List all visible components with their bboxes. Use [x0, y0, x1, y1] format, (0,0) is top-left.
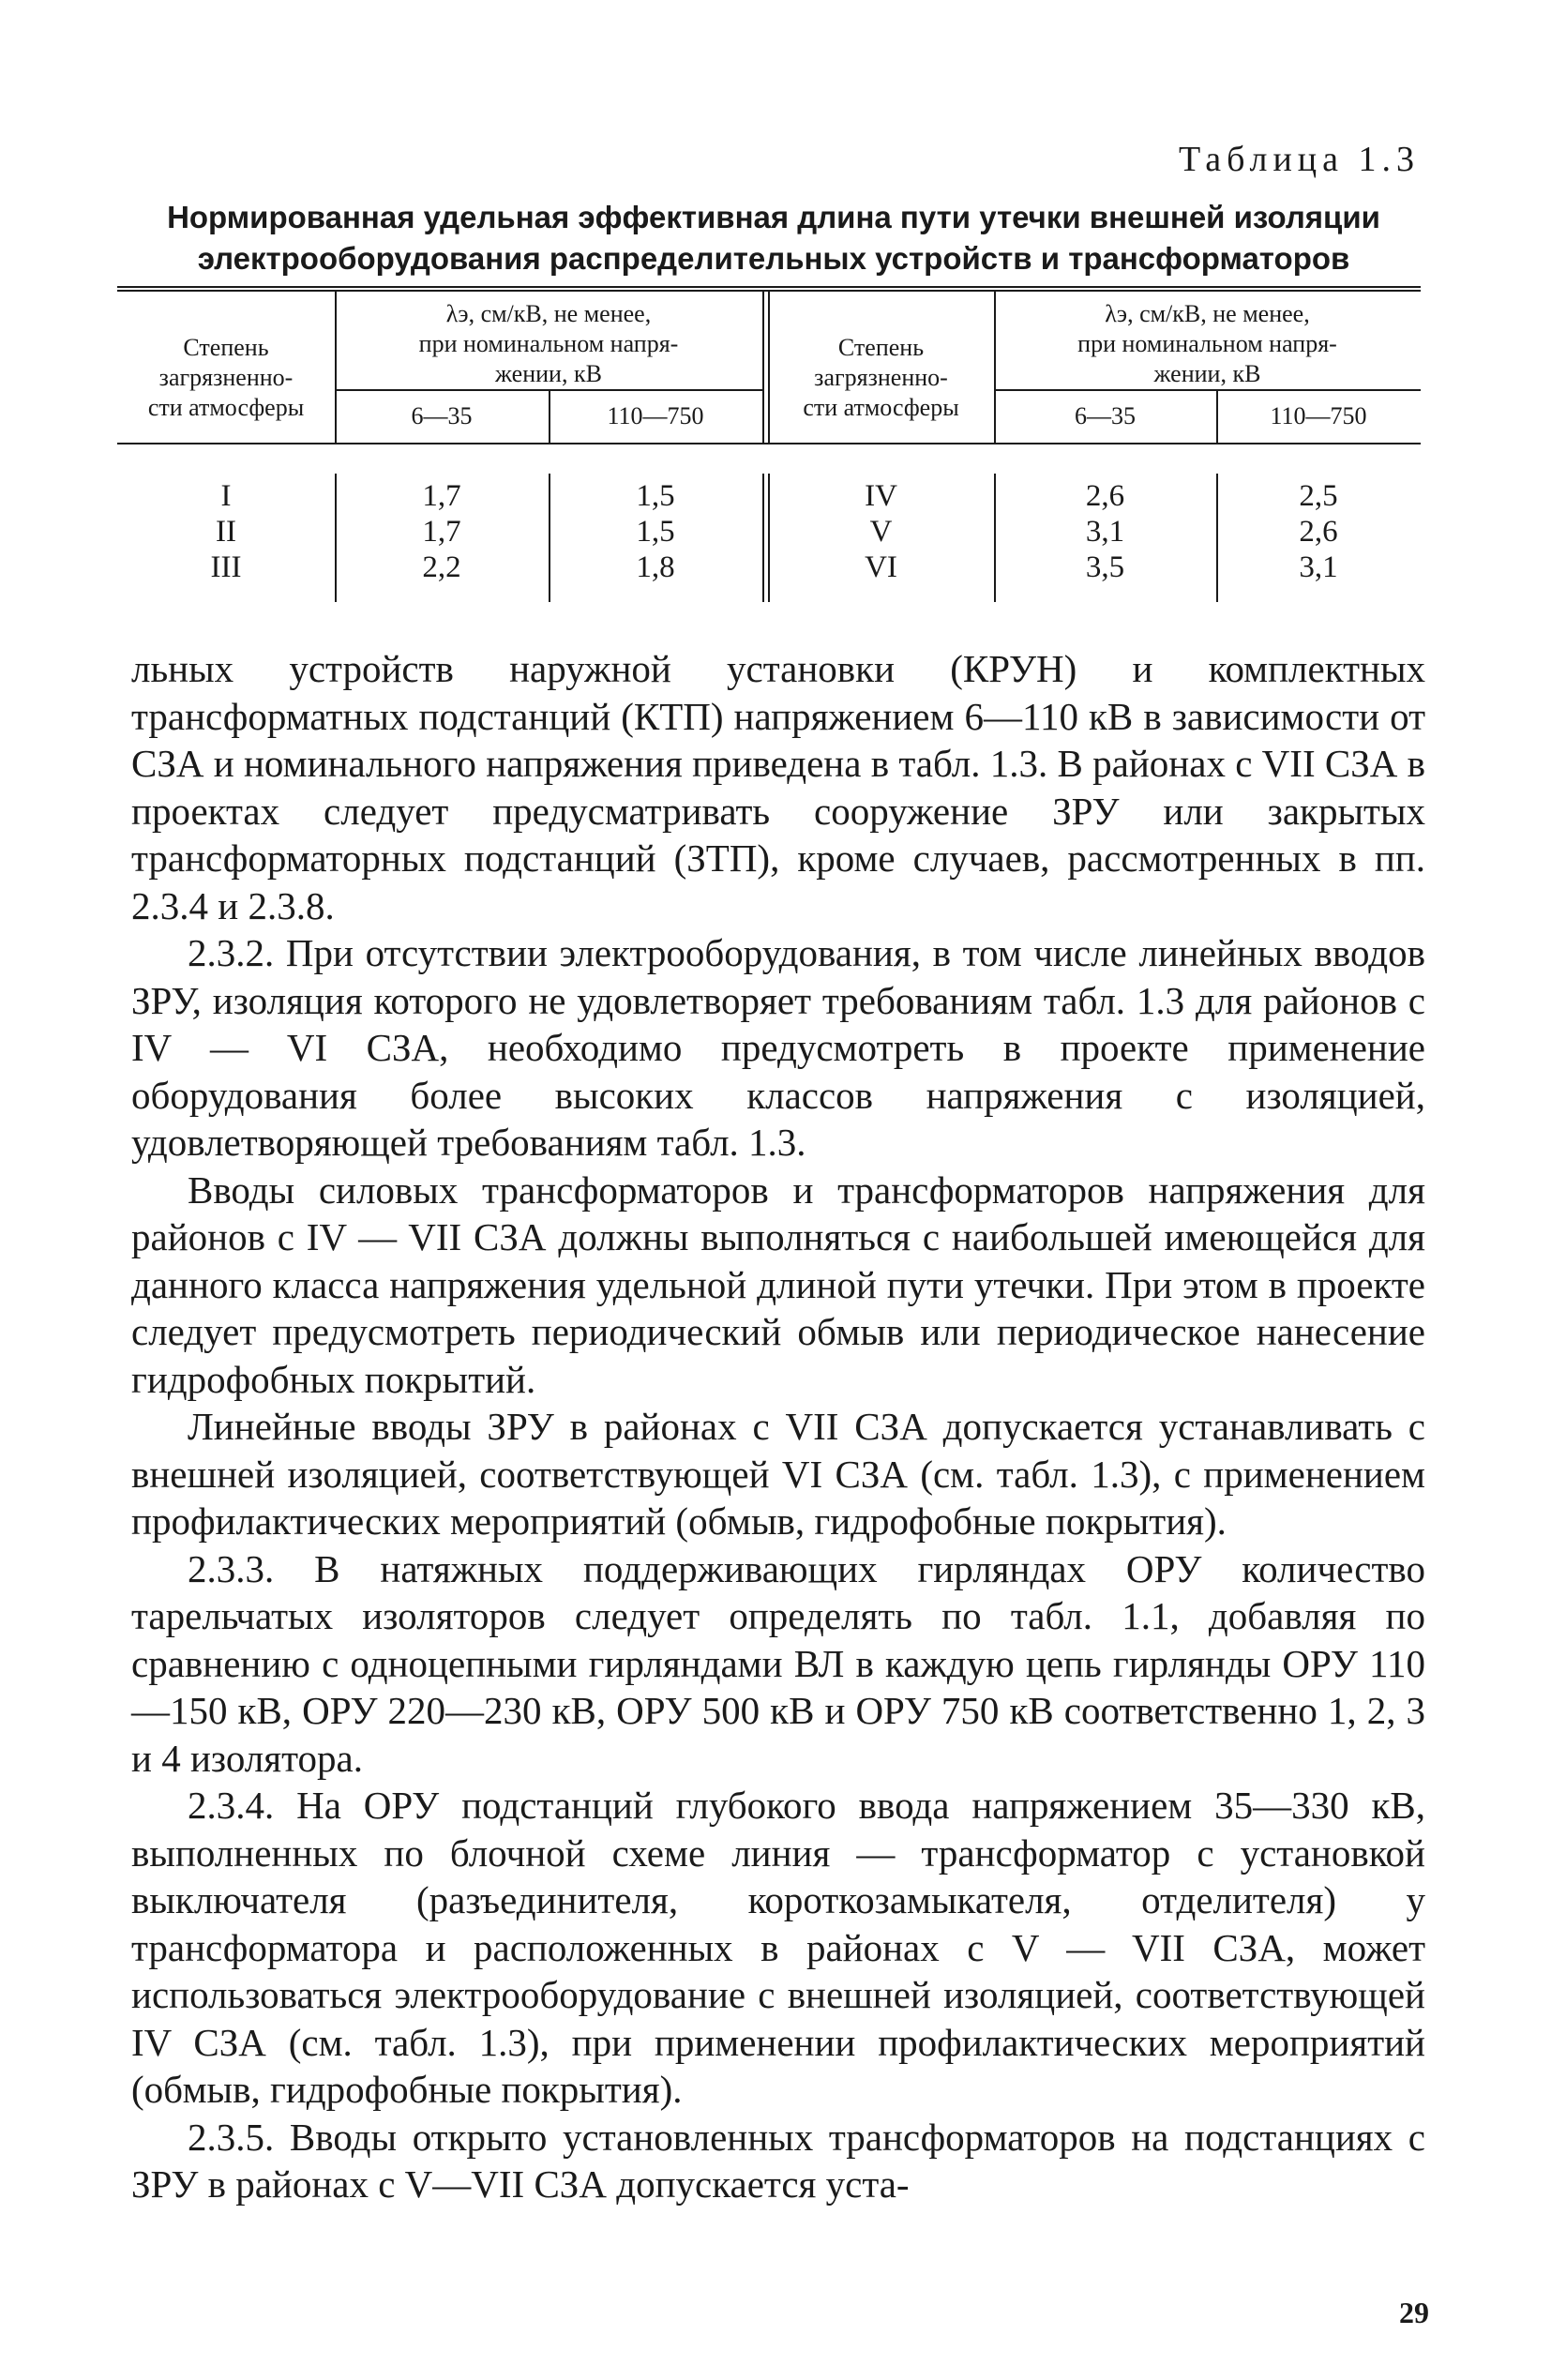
table-cell: 2,6 [1085, 479, 1125, 513]
table-cell: 2,2 [422, 550, 461, 584]
header-volt-high-left: 110—750 [607, 402, 704, 429]
table-cell: 2,6 [1299, 515, 1338, 549]
table-low-column-left [335, 478, 549, 585]
paragraph-2-3-5: 2.3.5. Вводы открыто установленных трансформаторов на подстанциях с ЗРУ в районах с V—VII СЗА допускается уста- [131, 2115, 1425, 2206]
header-volt-low-left: 6—35 [411, 402, 473, 429]
table-cell: III [210, 550, 242, 584]
table-caption-line-2: электрооборудования распределительных устройств и трансформаторов [197, 241, 1350, 276]
header-bottom-rule [117, 443, 1421, 444]
table-cell: 3,5 [1085, 550, 1125, 584]
page-number: 29 [1399, 2296, 1429, 2329]
table-cell: 1,5 [636, 479, 675, 513]
header-vline-3a [762, 292, 764, 443]
table-cell: II [216, 515, 236, 549]
body-vline-3a [762, 474, 764, 602]
table-caption-line-1: Нормированная удельная эффективная длина пути утечки внешней изоляции [167, 200, 1380, 234]
leakage-table [117, 286, 1421, 605]
paragraph-bushings: Вводы силовых трансформаторов и трансформаторов напряжения для районов с IV — VII СЗА должны выполняться с наибольшей имеющейся для данного класса напряжения удельной длиной пути утечки. При этом в проекте следует предусмотреть периодический обмыв или периодическое нанесение гидрофобных покрытий. [131, 1167, 1425, 1401]
table-top-rule [117, 286, 1421, 288]
table-high-column-right [1216, 478, 1421, 585]
table-cell: I [220, 479, 232, 513]
header-volt-low-right: 6—35 [1075, 402, 1136, 429]
paragraph-line-bushings: Линейные вводы ЗРУ в районах с VII СЗА допускается устанавливать с внешней изоляцией, соответствующей VI СЗА (см. табл. 1.3), с применением профилактических мероприятий (обмыв, гидрофобные покрытия). [131, 1405, 1425, 1543]
table-label: Таблица 1.3 [1178, 140, 1420, 179]
header-degree-right: Степень загрязненно- сти атмосферы [803, 334, 959, 421]
table-cell: 1,7 [422, 479, 461, 513]
table-caption [122, 197, 1425, 279]
paragraph-2-3-2: 2.3.2. При отсутствии электрооборудования, в том числе линейных вводов ЗРУ, изоляция которого не удовлетворяет требованиям табл. 1.3 для районов с IV — VI СЗА, необходимо предусмотреть в проекте применение оборудования более высоких классов напряжения с изоляцией, удовлетворяющей требованиям табл. 1.3. [131, 931, 1425, 1164]
paragraph-continuation: льных устройств наружной установки (КРУН) и комплектных трансформатных подстанций (КТП) напряжением 6—110 кВ в зависимости от СЗА и номинального напряжения приведена в табл. 1.3. В районах с VII СЗА в проектах следует предусматривать сооружение ЗРУ или закрытых трансформаторных подстанций (ЗТП), кроме случаев, рассмотренных в пп. 2.3.4 и 2.3.8. [131, 647, 1425, 927]
header-lambda-right: λэ, см/кВ, не менее, при номинальном напря- жении, кВ [1077, 300, 1337, 387]
table-cell: V [869, 515, 893, 549]
table-cell: 1,8 [636, 550, 675, 584]
table-cell: IV [865, 479, 897, 513]
table-cell: 1,5 [636, 515, 675, 549]
table-low-column-right [994, 478, 1216, 585]
table-cell: 2,5 [1299, 479, 1338, 513]
table-cell: 3,1 [1299, 550, 1338, 584]
header-volt-high-right: 110—750 [1270, 402, 1367, 429]
table-cell: VI [865, 550, 897, 584]
table-degree-column-right [768, 478, 994, 585]
header-sub-rule-right [994, 389, 1421, 391]
table-cell: 1,7 [422, 515, 461, 549]
paragraph-2-3-4: 2.3.4. На ОРУ подстанций глубокого ввода напряжением 35—330 кВ, выполненных по блочной схеме линия — трансформатор с установкой выключателя (разъединителя, короткозамыкателя, отделителя) у трансформатора и расположенных в районах с V — VII СЗА, может использоваться электрооборудование с внешней изоляцией, соответствующей IV СЗА (см. табл. 1.3), при применении профилактических мероприятий (обмыв, гидрофобные покрытия). [131, 1784, 1425, 2111]
paragraph-2-3-3: 2.3.3. В натяжных поддерживающих гирляндах ОРУ количество тарельчатых изоляторов следует определять по табл. 1.1, добавляя по сравнению с одноцепными гирляндами ВЛ в каждую цепь гирлянды ОРУ 110—150 кВ, ОРУ 220—230 кВ, ОРУ 500 кВ и ОРУ 750 кВ соответственно 1, 2, 3 и 4 изолятора. [131, 1546, 1425, 1780]
table-degree-column-left [117, 478, 335, 585]
table-cell: 3,1 [1085, 515, 1125, 549]
table-high-column-left [549, 478, 762, 585]
body-text [131, 645, 1425, 2208]
header-lambda-left: λэ, см/кВ, не менее, при номинальном напря- жении, кВ [418, 300, 679, 387]
header-degree-left: Степень загрязненно- сти атмосферы [147, 334, 305, 421]
